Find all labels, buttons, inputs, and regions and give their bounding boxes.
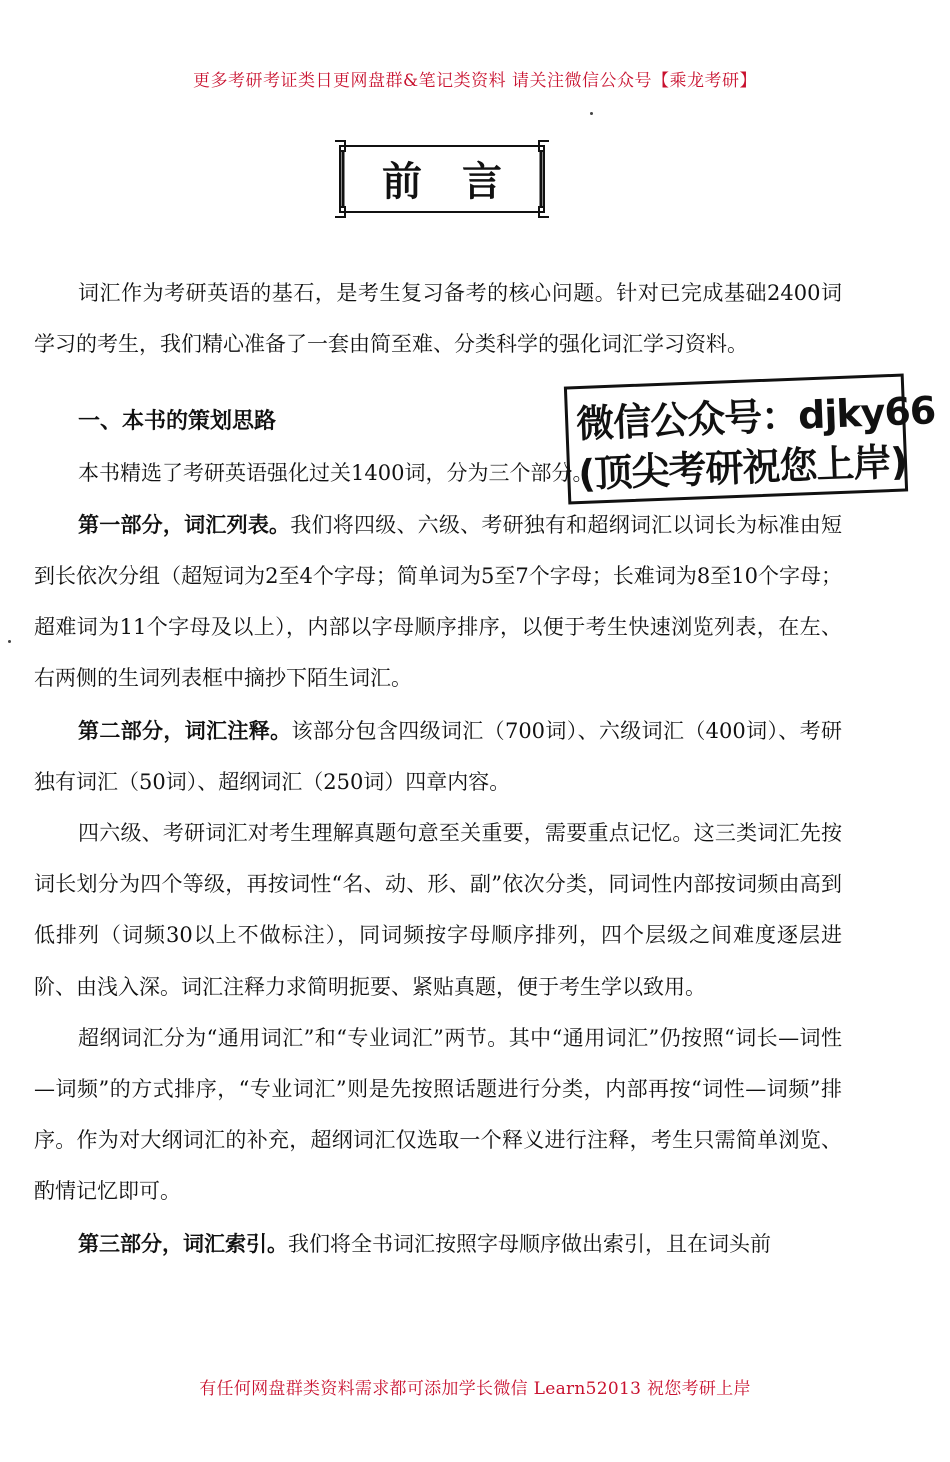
section1-paragraph: 本书精选了考研英语强化过关1400词，分为三个部分。 [78, 460, 594, 485]
part3-label: 第三部分，词汇索引。 [78, 1230, 288, 1256]
part1-paragraph [34, 499, 842, 705]
scan-speck [590, 112, 593, 115]
stamp-line-1: 微信公众号：djky66 [575, 388, 937, 447]
part3-paragraph [34, 1218, 842, 1270]
footer-promo-note: 有任何网盘群类资料需求都可添加学长微信 Learn52013 祝您考研上岸 [199, 1379, 751, 1399]
header-promo-note: 更多考研考证类日更网盘群&笔记类资料 请关注微信公众号【乘龙考研】 [192, 71, 758, 91]
page-title: 前言 [382, 159, 542, 205]
part2-paragraph [34, 705, 842, 808]
stamp-line-2: (顶尖考研祝您上岸) [577, 439, 908, 497]
beyond-syllabus-paragraph: 超纲词汇分为“通用词汇”和“专业词汇”两节。其中“通用词汇”仍按照“词长—词性—词频”的方式排序，“专业词汇”则是先按照话题进行分类，内部再按“词性—词频”排序。作为对大纲词汇的补充，超纲词汇仅选取一个释义进行注释，考生只需简单浏览、酌情记忆即可。 [34, 1025, 842, 1204]
part2-text: 该部分包含四级词汇（700词）、六级词汇（400词）、考研独有词汇（50词）、超纲词汇（250词）四章内容。 [34, 718, 842, 794]
part1-label: 第一部分，词汇列表。 [78, 511, 291, 537]
body-text [34, 268, 842, 1270]
cet-paragraph: 四六级、考研词汇对考生理解真题句意至关重要，需要重点记忆。这三类词汇先按词长划分为四个等级，再按词性“名、动、形、副”依次分类，同词性内部按词频由高到低排列（词频30以上不做标注），同词频按字母顺序排列，四个层级之间难度逐层进阶、由浅入深。词汇注释力求简明扼要、紧贴真题，便于考生学以致用。 [34, 821, 842, 999]
scan-speck [8, 640, 11, 643]
part3-text: 我们将全书词汇按照字母顺序做出索引，且在词头前 [288, 1231, 771, 1256]
part1-text: 我们将四级、六级、考研独有和超纲词汇以词长为标准由短到长依次分组（超短词为2至4个字母；简单词为5至7个字母；长难词为8至10个字母；超难词为11个字母及以上），内部以字母顺序排序，以便于考生快速浏览列表，在左、右两侧的生词列表框中摘抄下陌生词汇。 [34, 512, 843, 691]
intro-paragraph: 词汇作为考研英语的基石，是考生复习备考的核心问题。针对已完成基础2400词学习的考生，我们精心准备了一套由简至难、分类科学的强化词汇学习资料。 [34, 281, 842, 357]
part2-label: 第二部分，词汇注释。 [78, 717, 292, 743]
section-heading: 一、本书的策划思路 [78, 409, 277, 435]
title-frame [334, 140, 550, 218]
